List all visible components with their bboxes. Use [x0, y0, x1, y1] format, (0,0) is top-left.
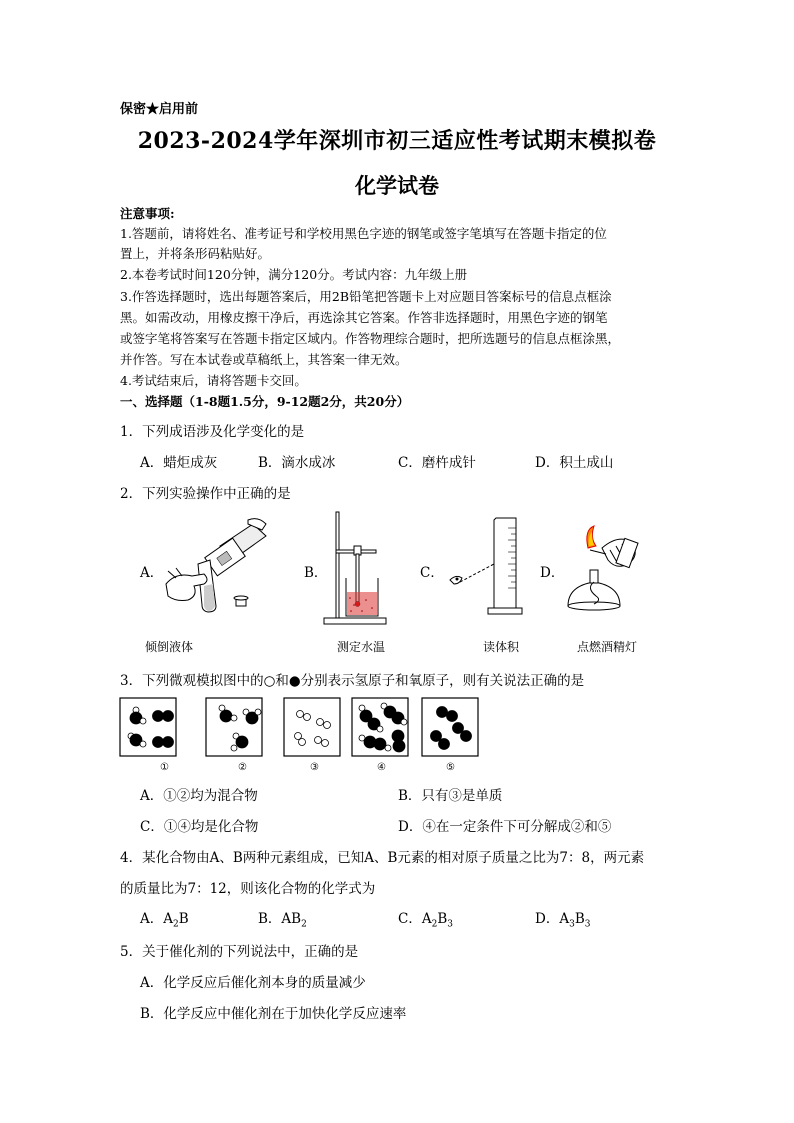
- exam-title: 2023-2024学年深圳市初三适应性考试期末模拟卷: [137, 128, 657, 154]
- q2-letter-d: D．: [540, 565, 565, 581]
- q4-option-b: B．$AB_2$: [258, 911, 307, 930]
- caption-pouring-liquid: 倾倒液体: [145, 640, 194, 654]
- section-heading: 一、选择题（1-8题1.5分，9-12题2分，共20分）: [120, 394, 410, 409]
- q3-option-d: D．④在一定条件下可分解成②和⑤: [398, 819, 612, 835]
- model-label-2: ②: [238, 762, 247, 773]
- alcohol-lamp-illustration: [562, 520, 644, 620]
- q1-option-b: B．滴水成冰: [258, 455, 336, 471]
- q5-option-b: B．化学反应中催化剂在于加快化学反应速率: [140, 1006, 407, 1022]
- question-5-stem: 5．关于催化剂的下列说法中，正确的是: [120, 944, 359, 960]
- pouring-liquid-illustration: [158, 516, 270, 616]
- notice-line: 4.考试结束后，请将答题卡交回。: [120, 373, 307, 388]
- q3-option-c: C．①④均是化合物: [140, 819, 259, 835]
- q1-option-c: C．磨杵成针: [398, 455, 476, 471]
- thermometer-illustration: [322, 510, 388, 626]
- notice-line: 2.本卷考试时间120分钟，满分120分。考试内容：九年级上册: [120, 267, 468, 282]
- q2-letter-a: A．: [140, 565, 164, 581]
- question-3-stem: 3．下列微观模拟图中的○和●分别表示氢原子和氧原子，则有关说法正确的是: [120, 673, 585, 689]
- graduated-cylinder-illustration: [446, 516, 526, 616]
- model-label-3: ③: [310, 762, 319, 773]
- notice-line: 或签字笔将答案写在答题卡指定区域内。作答物理综合题时，把所选题号的信息点框涂黑，: [120, 331, 621, 346]
- q1-option-d: D．积土成山: [535, 455, 614, 471]
- q2-letter-c: C．: [420, 565, 444, 581]
- caption-light-lamp: 点燃酒精灯: [577, 640, 638, 654]
- model-label-5: ⑤: [446, 762, 455, 773]
- exam-subtitle: 化学试卷: [355, 173, 439, 198]
- q1-option-a: A．蜡炬成灰: [140, 455, 218, 471]
- question-1-stem: 1．下列成语涉及化学变化的是: [120, 424, 305, 440]
- caption-read-volume: 读体积: [483, 640, 520, 654]
- notice-line: 并作答。写在本试卷或草稿纸上，其答案一律无效。: [120, 352, 408, 367]
- q3-option-b: B．只有③是单质: [398, 788, 503, 804]
- question-4-stem-line1: 4．某化合物由A、B两种元素组成，已知A、B元素的相对原子质量之比为7：8，两元素: [120, 850, 645, 866]
- notice-line: 黑。如需改动，用橡皮擦干净后，再选涂其它答案。作答非选择题时，用黑色字迹的钢笔: [120, 310, 608, 325]
- q5-option-a: A．化学反应后催化剂本身的质量减少: [140, 975, 366, 991]
- question-2-stem: 2．下列实验操作中正确的是: [120, 486, 291, 502]
- q4-option-a: A．$A_2B$: [140, 911, 189, 930]
- notice-heading: 注意事项:: [120, 206, 175, 221]
- notice-line: 置上，并将条形码粘贴好。: [120, 246, 271, 261]
- q3-option-a: A．①②均为混合物: [140, 788, 258, 804]
- model-label-1: ①: [160, 762, 169, 773]
- question-4-stem-line2: 的质量比为7：12，则该化合物的化学式为: [120, 881, 376, 897]
- confidential-label: 保密★启用前: [120, 102, 199, 117]
- notice-line: 1.答题前，请将姓名、准考证号和学校用黑色字迹的钢笔或签字笔填写在答题卡指定的位: [120, 226, 607, 241]
- model-label-4: ④: [377, 762, 386, 773]
- caption-water-temperature: 测定水温: [337, 640, 386, 654]
- q4-option-c: C．$A_2B_3$: [398, 911, 453, 930]
- q4-option-d: D．$A_3B_3$: [535, 911, 591, 930]
- notice-line: 3.作答选择题时，选出每题答案后，用2B铅笔把答题卡上对应题目答案标号的信息点框涂: [120, 289, 612, 304]
- molecule-models: [118, 696, 484, 758]
- q2-letter-b: B．: [304, 565, 328, 581]
